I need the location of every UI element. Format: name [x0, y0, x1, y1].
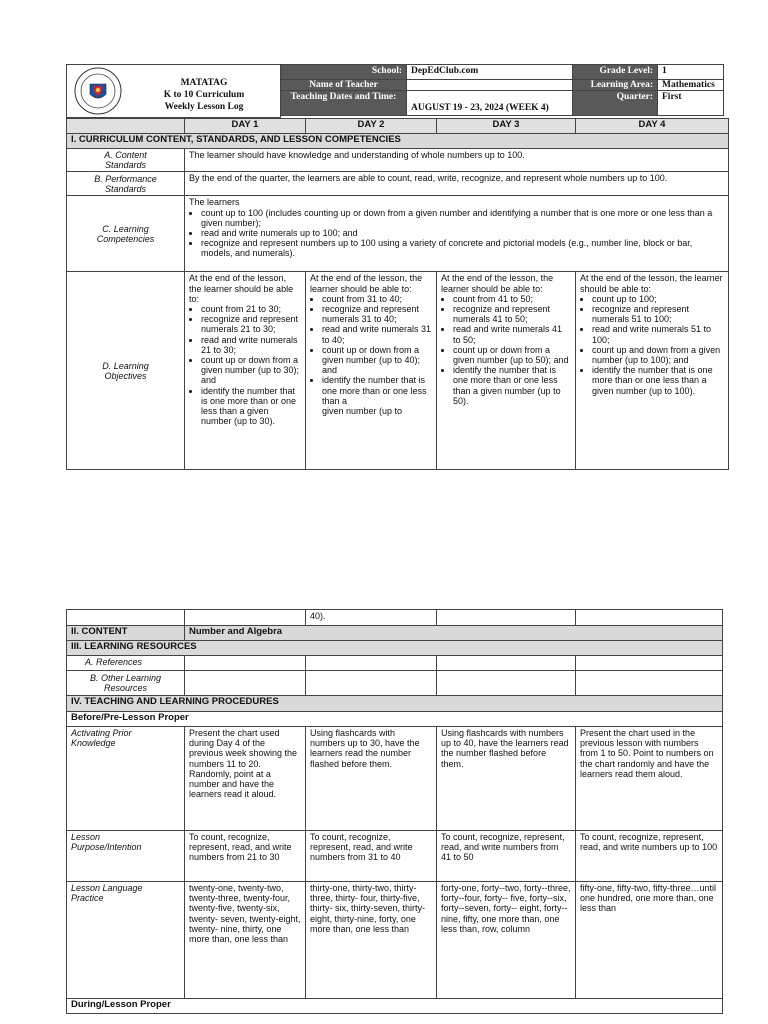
school-value: DepEdClub.com	[407, 65, 573, 80]
header-info-table	[280, 64, 724, 116]
objectives-list	[189, 304, 301, 426]
objective-item: • count up to 100;	[592, 294, 724, 304]
objective-item: • recognize and represent numerals 21 to 30;	[201, 314, 301, 334]
empty-cell	[576, 610, 723, 626]
references-day-3	[437, 656, 576, 671]
other-resources-day-4	[576, 671, 723, 696]
objective-item: • count up and down from a given number (up to 100); and	[592, 345, 724, 365]
logo-cell	[66, 64, 129, 118]
content-value: Number and Algebra	[185, 626, 723, 641]
competency-item: • recognize and represent numbers up to 100 using a variety of concrete and pictorial models (e.g., number line, block or bar, models, and numerals).	[201, 238, 724, 258]
language-day-3: forty-one, forty--two, forty--three, forty--four, forty-- five, forty--six, forty--seven, forty-- eight, forty--nine, fifty, one more than, one less than, row, column	[437, 882, 576, 999]
title-cell	[128, 64, 281, 118]
competencies-list	[189, 208, 724, 259]
objectives-list	[580, 294, 724, 396]
performance-standards-text: By the end of the quarter, the learners are able to count, read, write, recognize, and represent whole numbers up to 100.	[185, 172, 729, 196]
day-4-header: DAY 4	[576, 119, 729, 134]
before-lesson-title: Before/Pre-Lesson Proper	[67, 712, 723, 727]
competencies-intro: The learners	[189, 197, 240, 208]
activating-day-1: Present the chart used during Day 4 of the previous week showing the numbers 11 to 20. Randomly, point at a number and have the learners read it aloud.	[185, 727, 306, 831]
language-day-2: thirty-one, thirty-two, thirty-three, thirty- four, thirty-five, thirty- six, thirty-seven, thirty- eight, thirty-nine, forty, one more than, one less than	[306, 882, 437, 999]
quarter-value: First	[658, 91, 724, 116]
other-resources-day-1	[185, 671, 306, 696]
purpose-day-2: To count, recognize, represent, read, and write numbers from 31 to 40	[306, 831, 437, 882]
activating-knowledge-label: Activating Prior Knowledge	[67, 727, 185, 831]
objectives-intro: At the end of the lesson, the learner should be able to:	[310, 273, 423, 294]
purpose-day-1: To count, recognize, represent, read, and write numbers from 21 to 30	[185, 831, 306, 882]
references-day-4	[576, 656, 723, 671]
area-label: Learning Area:	[573, 80, 658, 91]
objectives-intro: At the end of the lesson, the learner should be able to:	[189, 273, 294, 304]
objective-item: • read and write numerals 51 to 100;	[592, 324, 724, 344]
teacher-label: Name of Teacher	[281, 80, 407, 91]
day-4-objectives	[576, 272, 729, 470]
objective-item: • identify the number that is one more than or one less than a given number (up to 50).	[453, 365, 571, 406]
content-standards-text: The learner should have knowledge and understanding of whole numbers up to 100.	[185, 149, 729, 172]
purpose-day-4: To count, recognize, represent, read, and write numbers up to 100	[576, 831, 723, 882]
objective-item: • count up or down from a given number (up to 40); and	[322, 345, 432, 376]
grade-value: 1	[658, 65, 724, 80]
learning-competencies-cell	[185, 196, 729, 272]
dates-value: AUGUST 19 - 23, 2024 (WEEK 4)	[407, 91, 573, 116]
objectives-list	[441, 294, 571, 406]
objective-item: • read and write numerals 31 to 40;	[322, 324, 432, 344]
lesson-purpose-label: Lesson Purpose/Intention	[67, 831, 185, 882]
objective-item: • identify the number that is one more than or one less than a given number (up to 30).	[201, 386, 301, 427]
objective-item: • count up or down from a given number (up to 30); and	[201, 355, 301, 386]
empty-cell	[437, 610, 576, 626]
learning-objectives-label: D. Learning Objectives	[67, 272, 185, 470]
content-standards-label: A. Content Standards	[67, 149, 185, 172]
title-line-2: K to 10 Curriculum	[163, 90, 245, 100]
objective-item: • identify the number that is one more than or one less than a given number (up to 100).	[592, 365, 724, 396]
objectives-list	[310, 294, 432, 416]
procedures-table	[66, 609, 723, 1014]
corner-cell	[67, 119, 185, 134]
section-1-title: I. CURRICULUM CONTENT, STANDARDS, AND LESSON COMPETENCIES	[67, 134, 729, 149]
day-1-objectives	[185, 272, 306, 470]
references-day-2	[306, 656, 437, 671]
content-title: II. CONTENT	[67, 626, 185, 641]
competency-item: • count up to 100 (includes counting up or down from a given number and identifying a number that is one more or one less than a given number);	[201, 208, 724, 228]
dates-label: Teaching Dates and Time:	[281, 91, 407, 116]
empty-label-cell	[67, 610, 185, 626]
objective-item: • recognize and represent numerals 31 to 40;	[322, 304, 432, 324]
objective-item: • count from 41 to 50;	[453, 294, 571, 304]
grade-label: Grade Level:	[573, 65, 658, 80]
objective-item: • count up or down from a given number (up to 50); and	[453, 345, 571, 365]
during-lesson-title: During/Lesson Proper	[67, 999, 723, 1014]
curriculum-table	[66, 118, 729, 470]
activating-day-2: Using flashcards with numbers up to 30, have the learners read the number flashed before them.	[306, 727, 437, 831]
title-line-1: MATATAG	[180, 78, 228, 88]
references-day-1	[185, 656, 306, 671]
objectives-intro: At the end of the lesson, the learner should be able to:	[441, 273, 554, 294]
area-value: Mathematics	[658, 80, 724, 91]
activating-day-4: Present the chart used in the previous lesson with numbers from 1 to 50. Point to numbers on the chart randomly and have the learners read them aloud.	[576, 727, 723, 831]
other-resources-day-2	[306, 671, 437, 696]
competency-item: • read and write numerals up to 100; and	[201, 228, 724, 238]
other-resources-day-3	[437, 671, 576, 696]
school-label: School:	[281, 65, 407, 80]
teacher-value	[407, 80, 573, 91]
performance-standards-label: B. Performance Standards	[67, 172, 185, 196]
language-day-4: fifty-one, fifty-two, fifty-three…until one hundred, one more than, one less than	[576, 882, 723, 999]
resources-title: III. LEARNING RESOURCES	[67, 641, 723, 656]
objective-item: • read and write numerals 21 to 30;	[201, 335, 301, 355]
objective-item: • count from 21 to 30;	[201, 304, 301, 314]
empty-cell	[185, 610, 306, 626]
continued-text: 40).	[306, 610, 437, 626]
language-practice-label: Lesson Language Practice	[67, 882, 185, 999]
objective-item: • recognize and represent numerals 41 to 50;	[453, 304, 571, 324]
other-resources-label: B. Other Learning Resources	[67, 671, 185, 696]
objective-item: • read and write numerals 41 to 50;	[453, 324, 571, 344]
objectives-intro: At the end of the lesson, the learner should be able to:	[580, 273, 723, 294]
quarter-label: Quarter:	[573, 91, 658, 116]
day-3-header: DAY 3	[437, 119, 576, 134]
language-day-1: twenty-one, twenty-two, twenty-three, twenty-four, twenty-five, twenty-six, twenty- seven, twenty-eight, twenty- nine, thirty, one more than, one less than	[185, 882, 306, 999]
objective-item: • identify the number that is one more than or one less than a given number (up to	[322, 375, 432, 416]
title-line-3: Weekly Lesson Log	[164, 102, 244, 112]
objective-item: • count from 31 to 40;	[322, 294, 432, 304]
objective-item: • recognize and represent numerals 51 to 100;	[592, 304, 724, 324]
activating-day-3: Using flashcards with numbers up to 40, have the learners read the number flashed before them.	[437, 727, 576, 831]
purpose-day-3: To count, recognize, represent, read, and write numbers from 41 to 50	[437, 831, 576, 882]
procedures-title: IV. TEACHING AND LEARNING PROCEDURES	[67, 696, 723, 712]
references-label: A. References	[67, 656, 185, 671]
day-3-objectives	[437, 272, 576, 470]
learning-competencies-label: C. Learning Competencies	[67, 196, 185, 272]
day-2-header: DAY 2	[306, 119, 437, 134]
day-2-objectives	[306, 272, 437, 470]
day-1-header: DAY 1	[185, 119, 306, 134]
deped-seal-icon	[73, 66, 123, 116]
